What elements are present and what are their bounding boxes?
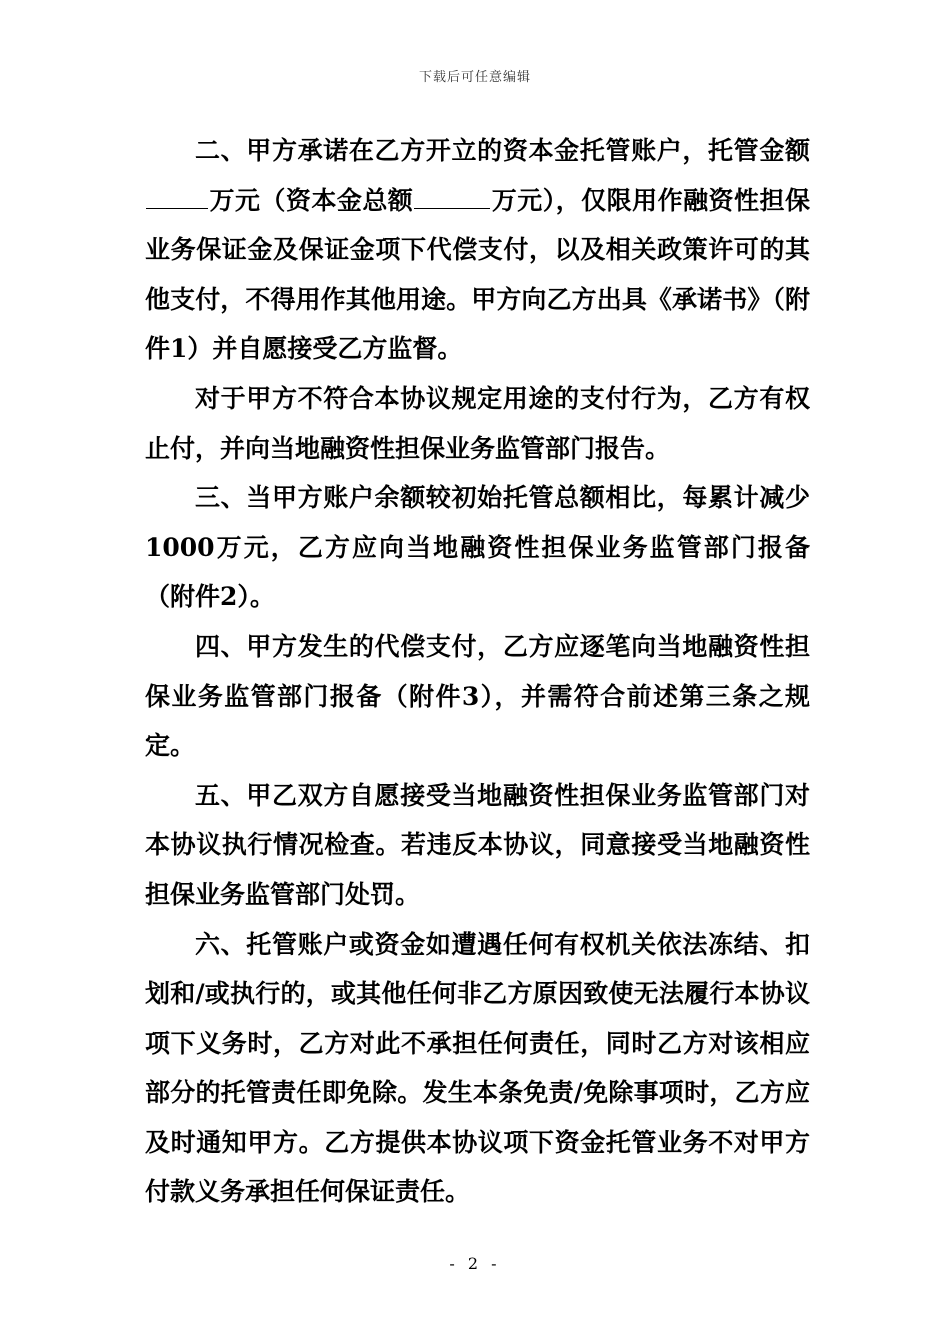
paragraph-clause-4: 四、甲方发生的代偿支付，乙方应逐笔向当地融资性担保业务监管部门报备（附件3），并需符合前述第三条之规定。 <box>145 631 810 761</box>
blank-custody-amount <box>146 181 208 208</box>
paragraph-clause-2-supplement: 对于甲方不符合本协议规定用途的支付行为，乙方有权止付，并向当地融资性担保业务监管部门报告。 <box>145 383 810 463</box>
blank-total-capital <box>414 181 490 208</box>
paragraph-clause-6: 六、托管账户或资金如遭遇任何有权机关依法冻结、扣划和/或执行的，或其他任何非乙方原因致使无法履行本协议项下义务时，乙方对此不承担任何责任，同时乙方对该相应部分的托管责任即免除。发生本条免责/免除事项时，乙方应及时通知甲方。乙方提供本协议项下资金托管业务不对甲方付款义务承担任何保证责任。 <box>145 929 810 1207</box>
paragraph-clause-3: 三、当甲方账户余额较初始托管总额相比，每累计减少1000万元，乙方应向当地融资性担保业务监管部门报备（附件2）。 <box>145 483 810 612</box>
clause-2-text-c: 万元），仅限用作融资性担保业务保证金及保证金项下代偿支付，以及相关政策许可的其他支付，不得用作其他用途。甲方向乙方出具《承诺书》（附件1）并自愿接受乙方监督。 <box>145 185 810 364</box>
clause-2-text-a: 二、甲方承诺在乙方开立的资本金托管账户，托管金额 <box>195 136 810 165</box>
paragraph-clause-2 <box>145 126 810 374</box>
paragraph-clause-5: 五、甲乙双方自愿接受当地融资性担保业务监管部门对本协议执行情况检查。若违反本协议，同意接受当地融资性担保业务监管部门处罚。 <box>145 780 810 909</box>
header-note: 下载后可任意编辑 <box>418 70 531 85</box>
page-number: - 2 - <box>449 1254 501 1273</box>
document-body <box>145 126 810 1217</box>
clause-2-text-b: 万元（资本金总额 <box>209 185 414 215</box>
